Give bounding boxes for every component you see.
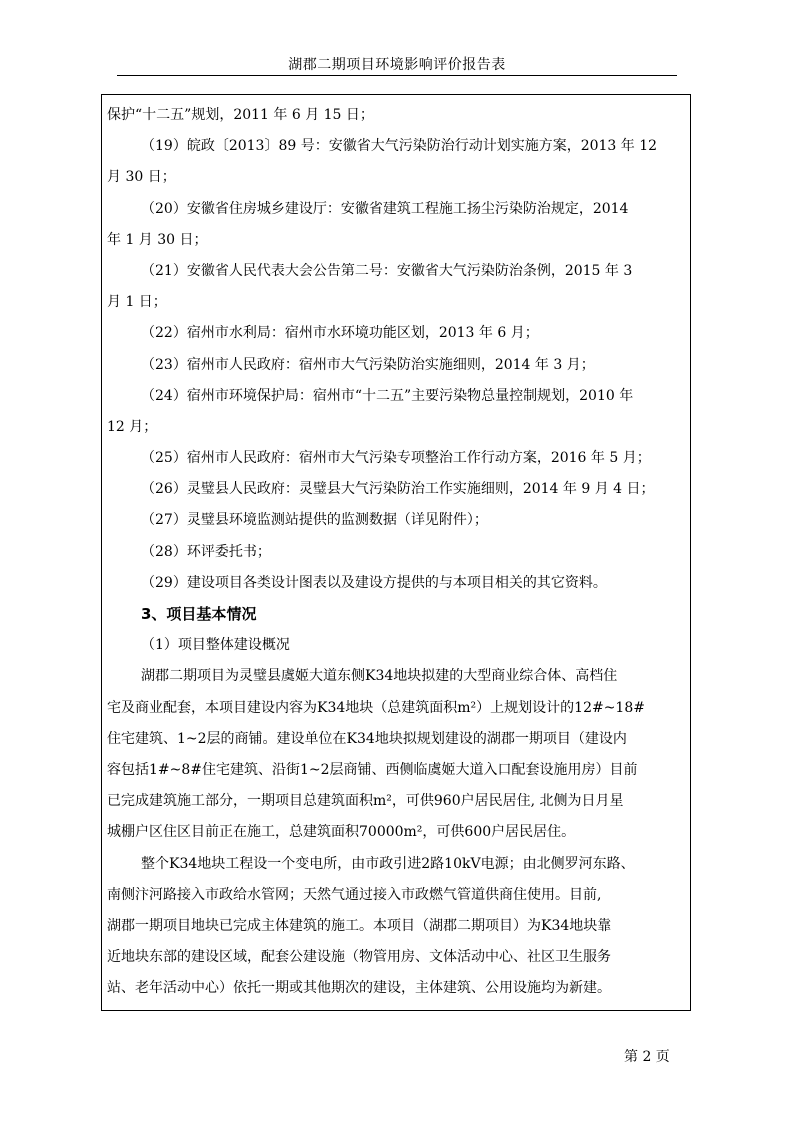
text-line: （23）宿州市人民政府：宿州市大气污染防治实施细则，2014 年 3 月； [141, 356, 595, 373]
paragraph-line: 城棚户区住区目前正在施工，总建筑面积70000m²，可供600户居民居住。 [107, 824, 576, 841]
paragraph-line: 住宅建筑、1~2层的商铺。建设单位在K34地块拟规划建设的湖郡一期项目（建设内 [107, 730, 627, 747]
header-divider [117, 75, 677, 76]
paragraph-line: 站、老年活动中心）依托一期或其他期次的建设，主体建筑、公用设施均为新建。 [107, 980, 611, 997]
paragraph-line: 湖郡二期项目为灵璧县虞姬大道东侧K34地块拟建的大型商业综合体、高档住 [141, 668, 618, 685]
paragraph-line: 整个K34地块工程设一个变电所，由市政引进2路10kV电源；由北侧罗河东路、 [141, 855, 635, 872]
text-line: 月 1 日； [107, 294, 167, 311]
text-line: 保护“十二五”规划，2011 年 6 月 15 日； [107, 107, 374, 123]
paragraph-line: 南侧汴河路接入市政给水管网；天然气通过接入市政燃气管道供商住使用。目前, [107, 886, 602, 903]
page-number: 第 2 页 [624, 1049, 670, 1065]
text-line: （19）皖政〔2013〕89 号：安徽省大气污染防治行动计划实施方案，2013 年 12 [141, 138, 658, 155]
text-line: （28）环评委托书； [141, 543, 271, 560]
text-line: （27）灵璧县环境监测站提供的监测数据（详见附件）； [141, 512, 488, 529]
text-line: 12 月； [107, 418, 158, 435]
section-heading: 3、项目基本情况 [141, 605, 257, 623]
paragraph-line: 湖郡一期项目地块已完成主体建筑的施工。本项目（湖郡二期项目）为K34地块靠 [107, 917, 612, 934]
paragraph-line: 宅及商业配套，本项目建设内容为K34地块（总建筑面积m²）上规划设计的12#~18# [107, 699, 645, 716]
text-line: （29）建设项目各类设计图表以及建设方提供的与本项目相关的其它资料。 [141, 574, 607, 591]
paragraph-line: 近地块东部的建设区域，配套公建设施（物管用房、文体活动中心、社区卫生服务 [107, 949, 611, 966]
report-body [107, 100, 685, 1004]
text-line: 年 1 月 30 日； [107, 231, 208, 248]
text-line: （24）宿州市环境保护局：宿州市“十二五”主要污染物总量控制规划，2010 年 [141, 387, 634, 404]
paragraph-line: 已完成建筑施工部分，一期项目总建筑面积m²，可供960户居民居住, 北侧为日月星 [107, 793, 624, 810]
text-line: （25）宿州市人民政府：宿州市大气污染专项整治工作行动方案，2016 年 5 月； [141, 450, 651, 467]
text-line: （26）灵璧县人民政府：灵璧县大气污染防治工作实施细则，2014 年 9 月 4 日； [141, 481, 655, 498]
text-line: （22）宿州市水利局：宿州市水环境功能区划，2013 年 6 月； [141, 325, 539, 342]
report-header-title: 湖郡二期项目环境影响评价报告表 [288, 57, 506, 73]
sub-heading: （1）项目整体建设概况 [141, 637, 290, 654]
text-line: （20）安徽省住房城乡建设厅：安徽省建筑工程施工扬尘污染防治规定，2014 [141, 200, 629, 217]
text-line: 月 30 日； [107, 169, 176, 186]
text-line: （21）安徽省人民代表大会公告第二号：安徽省大气污染防治条例，2015 年 3 [141, 262, 633, 279]
paragraph-line: 容包括1#~8#住宅建筑、沿街1~2层商铺、西侧临虞姬大道入口配套设施用房）目前 [107, 761, 638, 778]
